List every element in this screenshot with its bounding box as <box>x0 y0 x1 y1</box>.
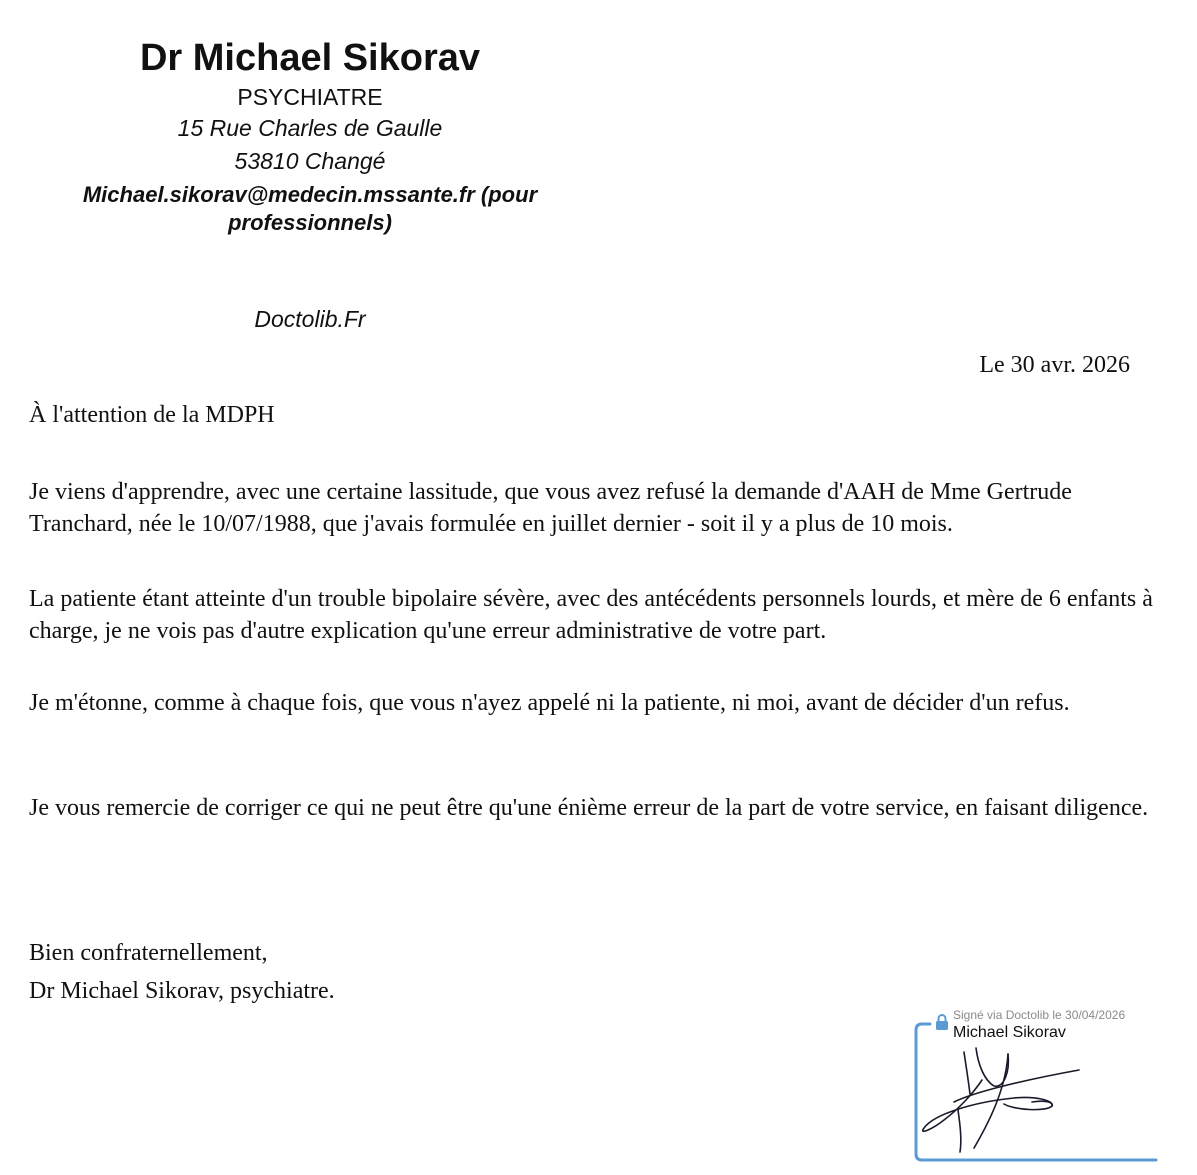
address-street: 15 Rue Charles de Gaulle <box>177 115 443 141</box>
signature-caption: Signé via Doctolib le 30/04/2026 <box>953 1008 1126 1022</box>
letterhead <box>40 36 580 237</box>
closing-signoff: Dr Michael Sikorav, psychiatre. <box>29 978 335 1004</box>
closing-salutation: Bien confraternellement, <box>29 940 268 966</box>
address-city: 53810 Changé <box>234 148 386 174</box>
letter-recipient: À l'attention de la MDPH <box>29 402 275 428</box>
doctolib-website: Doctolib.Fr <box>254 306 366 332</box>
letter-paragraph-2: La patiente étant atteinte d'un trouble bipolaire sévère, avec des antécédents personnels lourds, et mère de 6 enfants à charge, je ne vois pas d'autre explication qu'une erreur administrative de votre part. <box>29 586 1153 644</box>
letter-paragraph-3: Je m'étonne, comme à chaque fois, que vous n'ayez appelé ni la patiente, ni moi, avant de décider d'un refus. <box>29 690 1070 716</box>
email-line-1: Michael.sikorav@medecin.mssante.fr (pour <box>82 182 538 207</box>
letter-closing <box>29 934 335 1010</box>
lock-icon <box>935 1014 949 1030</box>
doctor-specialty: PSYCHIATRE <box>237 84 383 110</box>
letter-date: Le 30 avr. 2026 <box>979 352 1130 378</box>
letter-paragraph-1: Je viens d'apprendre, avec une certaine lassitude, que vous avez refusé la demande d'AAH de Mme Gertrude Tranchard, née le 10/07/1988, que j'avais formulée en juillet dernier - soit il y a plus de 10 mois. <box>29 479 1072 537</box>
signature-name: Michael Sikorav <box>953 1024 1066 1041</box>
handwritten-signature <box>914 1044 1164 1164</box>
email-line-2: professionnels) <box>228 210 392 235</box>
letter-paragraph-4: Je vous remercie de corriger ce qui ne peut être qu'une énième erreur de la part de votre service, en faisant diligence. <box>29 795 1149 821</box>
electronic-signature <box>914 1008 1164 1168</box>
doctor-email <box>50 181 570 237</box>
doctor-name: Dr Michael Sikorav <box>139 37 481 79</box>
